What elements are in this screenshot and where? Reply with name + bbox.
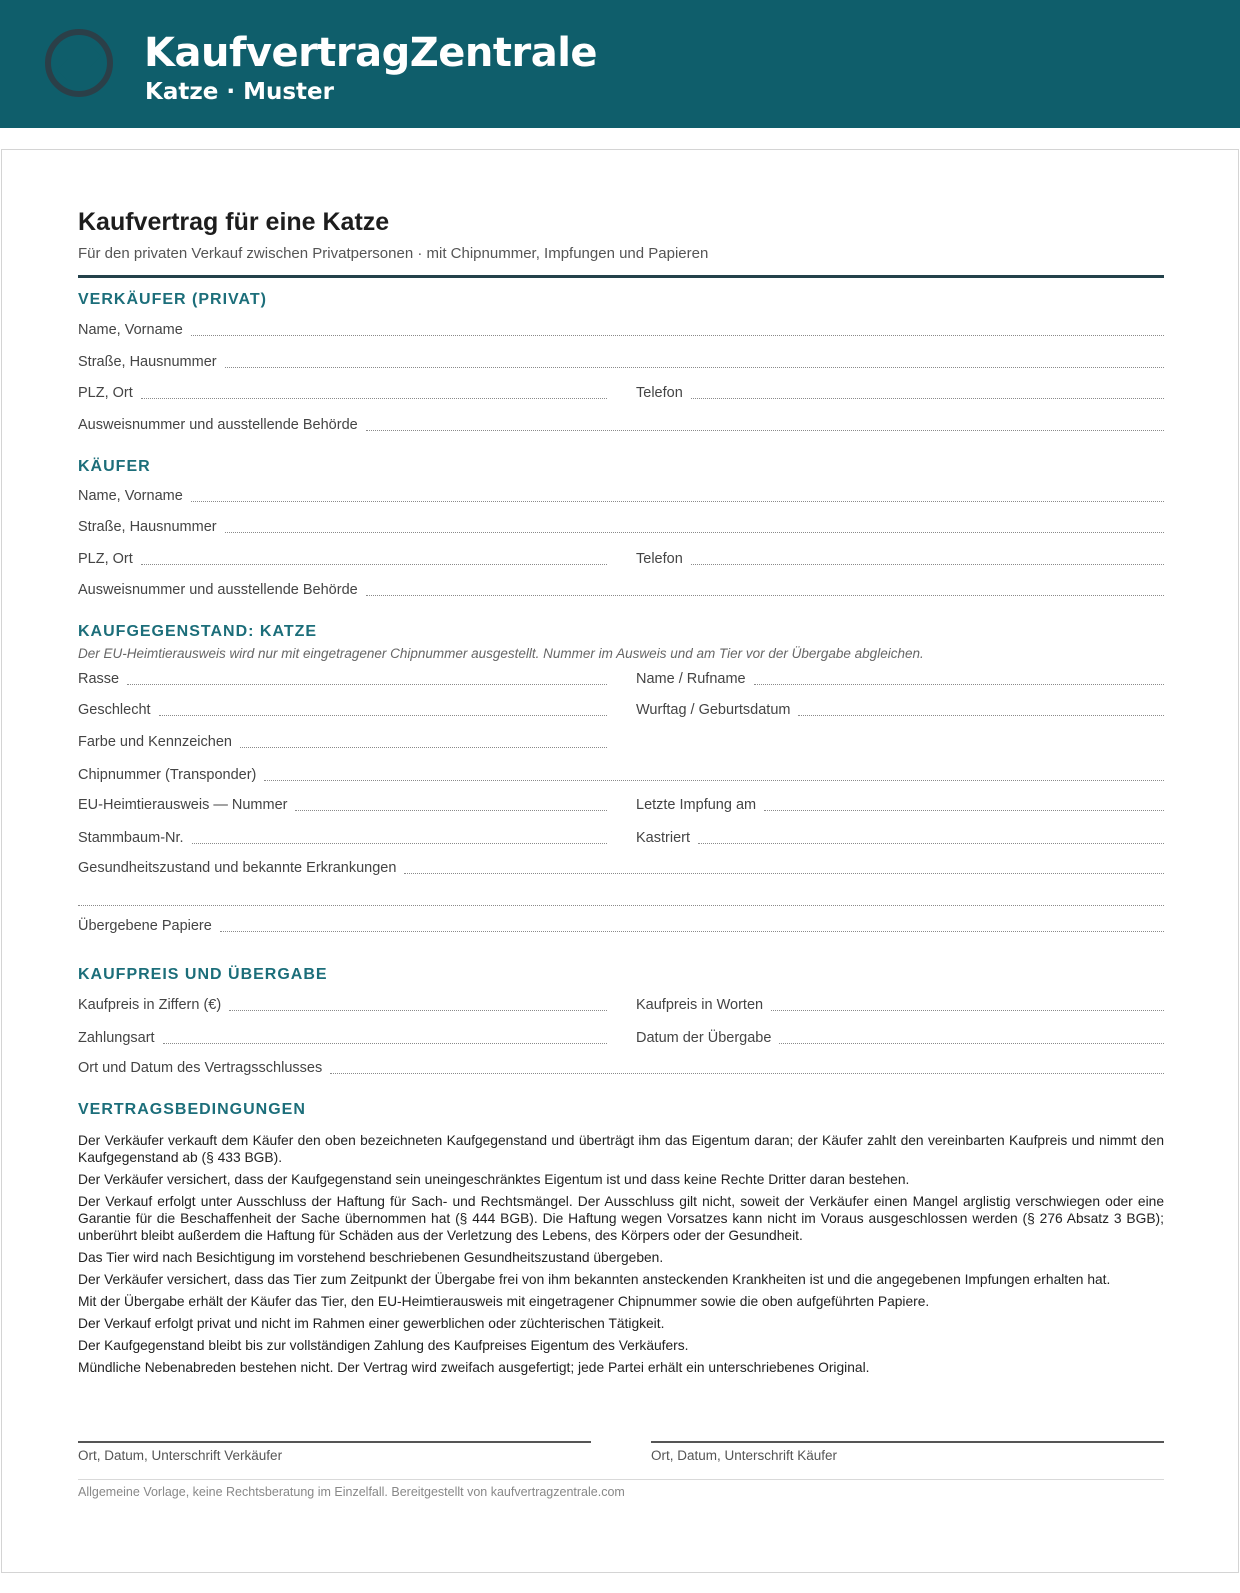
vaccination-field[interactable]	[636, 794, 1164, 814]
terms-list	[78, 1132, 1164, 1381]
field-label: Letzte Impfung am	[636, 797, 757, 813]
field-label: Kaufpreis in Worten	[636, 997, 764, 1013]
breed-field[interactable]	[78, 668, 607, 688]
field-label: Stammbaum-Nr.	[78, 830, 184, 846]
buyer-name-field[interactable]	[78, 485, 1164, 505]
fill-line	[698, 843, 1164, 844]
fill-line	[798, 715, 1164, 716]
seller-city-field[interactable]	[78, 382, 607, 402]
field-label: Zahlungsart	[78, 1030, 155, 1046]
price-digits-field[interactable]	[78, 994, 607, 1014]
fill-line	[229, 1010, 607, 1011]
chip-field[interactable]	[78, 764, 1164, 784]
fill-line	[691, 398, 1164, 399]
field-label: Ort und Datum des Vertragsschlusses	[78, 1060, 323, 1076]
field-label: Telefon	[636, 385, 683, 401]
field-label: Name, Vorname	[78, 488, 183, 504]
term-paragraph: Der Verkäufer versichert, dass der Kaufgegenstand sein uneingeschränktes Eigentum ist und dass keine Rechte Dritter daran bestehen.	[78, 1172, 910, 1187]
field-label: Kastriert	[636, 830, 690, 846]
buyer-signature-line[interactable]	[651, 1441, 1164, 1443]
field-label: Farbe und Kennzeichen	[78, 734, 232, 750]
price-words-field[interactable]	[636, 994, 1164, 1014]
section-heading-price: KAUFPREIS UND ÜBERGABE	[78, 966, 328, 983]
exchange-arrows-icon	[44, 28, 114, 98]
seller-street-field[interactable]	[78, 351, 1164, 371]
seller-phone-field[interactable]	[636, 382, 1164, 402]
buyer-street-field[interactable]	[78, 516, 1164, 536]
fill-line	[163, 1043, 607, 1044]
callname-field[interactable]	[636, 668, 1164, 688]
field-label: Rasse	[78, 671, 120, 687]
field-label: EU-Heimtierausweis — Nummer	[78, 797, 288, 813]
chip-note: Der EU-Heimtierausweis wird nur mit eingetragener Chipnummer ausgestellt. Nummer im Ausweis und am Tier vor der Übergabe abgleichen.	[78, 646, 924, 661]
field-label: Datum der Übergabe	[636, 1030, 772, 1046]
fill-line	[404, 873, 1164, 874]
buyer-city-field[interactable]	[78, 548, 607, 568]
fill-line	[191, 501, 1164, 502]
buyer-id-field[interactable]	[78, 579, 1164, 599]
fill-line	[754, 684, 1164, 685]
section-heading-item: KAUFGEGENSTAND: KATZE	[78, 623, 318, 640]
neutered-field[interactable]	[636, 827, 1164, 847]
footer-divider	[78, 1479, 1164, 1480]
fill-line	[220, 931, 1164, 932]
buyer-signature-label: Ort, Datum, Unterschrift Käufer	[651, 1448, 838, 1463]
fill-line	[141, 564, 607, 565]
birth-field[interactable]	[636, 699, 1164, 719]
fill-line	[691, 564, 1164, 565]
document-title: Kaufvertrag für eine Katze	[78, 208, 390, 236]
color-field[interactable]	[78, 731, 607, 751]
fill-line	[366, 595, 1164, 596]
seller-id-field[interactable]	[78, 414, 1164, 434]
fill-line	[366, 430, 1164, 431]
fill-line	[192, 843, 607, 844]
fill-line	[240, 747, 607, 748]
field-label: Chipnummer (Transponder)	[78, 767, 257, 783]
fill-line	[225, 367, 1164, 368]
seller-name-field[interactable]	[78, 319, 1164, 339]
field-label: Ausweisnummer und ausstellende Behörde	[78, 417, 358, 433]
handover-date-field[interactable]	[636, 1027, 1164, 1047]
fill-line	[264, 780, 1164, 781]
field-label: Gesundheitszustand und bekannte Erkrankungen	[78, 860, 397, 876]
field-label: Kaufpreis in Ziffern (€)	[78, 997, 222, 1013]
field-label: Straße, Hausnummer	[78, 354, 217, 370]
buyer-phone-field[interactable]	[636, 548, 1164, 568]
fill-line	[764, 810, 1164, 811]
term-paragraph: Der Verkäufer versichert, dass das Tier zum Zeitpunkt der Übergabe frei von ihm bekannten ansteckenden Krankheiten ist und die angegebenen Impfungen erhalten hat.	[78, 1272, 1111, 1287]
papers-field[interactable]	[78, 915, 1164, 935]
fill-line	[141, 398, 607, 399]
fill-line	[127, 684, 607, 685]
contract-place-field[interactable]	[78, 1057, 1164, 1077]
term-paragraph: Mündliche Nebenabreden bestehen nicht. Der Vertrag wird zweifach ausgefertigt; jede Partei erhält ein unterschriebenes Original.	[78, 1360, 870, 1375]
sex-field[interactable]	[78, 699, 607, 719]
section-heading-seller: VERKÄUFER (PRIVAT)	[78, 291, 267, 308]
field-label: Telefon	[636, 551, 683, 567]
fill-line	[225, 532, 1164, 533]
field-label: Name, Vorname	[78, 322, 183, 338]
field-label: Straße, Hausnummer	[78, 519, 217, 535]
term-paragraph: Der Verkauf erfolgt unter Ausschluss der Haftung für Sach- und Rechtsmängel. Der Ausschluss gilt nicht, soweit der Verkäufer einen Mangel arglistig verschwiegen oder eine Garantie für die Beschaffenheit der Sache übernommen hat (§ 444 BGB). Die Haftung wegen Vorsatzes kann nicht im Voraus ausgeschlossen werden (§ 276 Absatz 3 BGB); unberührt bleibt außerdem die Haftung für Schäden aus der Verletzung des Lebens, des Körpers oder der Gesundheit.	[78, 1194, 1164, 1243]
passport-field[interactable]	[78, 794, 607, 814]
term-paragraph: Der Verkauf erfolgt privat und nicht im Rahmen einer gewerblichen oder züchterischen Tätigkeit.	[78, 1316, 665, 1331]
fill-line	[159, 715, 607, 716]
payment-field[interactable]	[78, 1027, 607, 1047]
fill-line	[771, 1010, 1164, 1011]
section-heading-terms: VERTRAGSBEDINGUNGEN	[78, 1101, 306, 1118]
field-label: Wurftag / Geburtsdatum	[636, 702, 791, 718]
fill-line	[779, 1043, 1164, 1044]
field-label: Geschlecht	[78, 702, 151, 718]
term-paragraph: Der Verkäufer verkauft dem Käufer den oben bezeichneten Kaufgegenstand und überträgt ihm das Eigentum daran; der Käufer zahlt den vereinbarten Kaufpreis und nimmt den Kaufgegenstand ab (§ 433 BGB).	[78, 1133, 1164, 1165]
health-field[interactable]	[78, 857, 1164, 877]
field-label: PLZ, Ort	[78, 551, 133, 567]
health-extra-line[interactable]	[78, 905, 1164, 906]
fill-line	[295, 810, 607, 811]
pedigree-field[interactable]	[78, 827, 607, 847]
fill-line	[191, 335, 1164, 336]
brand-subtitle: Katze · Muster	[145, 79, 334, 105]
term-paragraph: Das Tier wird nach Besichtigung im vorstehend beschriebenen Gesundheitszustand übergeben.	[78, 1250, 664, 1265]
seller-signature-label: Ort, Datum, Unterschrift Verkäufer	[78, 1448, 283, 1463]
field-label: Ausweisnummer und ausstellende Behörde	[78, 582, 358, 598]
term-paragraph: Mit der Übergabe erhält der Käufer das Tier, den EU-Heimtierausweis mit eingetragener Chipnummer sowie die oben aufgeführten Papiere.	[78, 1294, 930, 1309]
field-label: Name / Rufname	[636, 671, 746, 687]
brand-name: KaufvertragZentrale	[144, 30, 598, 76]
footer-note: Allgemeine Vorlage, keine Rechtsberatung im Einzelfall. Bereitgestellt von kaufvertragzentrale.com	[78, 1485, 625, 1499]
field-label: Übergebene Papiere	[78, 918, 212, 934]
fill-line	[330, 1073, 1164, 1074]
section-heading-buyer: KÄUFER	[78, 458, 151, 475]
title-divider	[78, 275, 1164, 278]
seller-signature-line[interactable]	[78, 1441, 591, 1443]
field-label: PLZ, Ort	[78, 385, 133, 401]
header-banner	[0, 0, 1240, 128]
document-subtitle: Für den privaten Verkauf zwischen Privatpersonen · mit Chipnummer, Impfungen und Papieren	[78, 245, 709, 262]
term-paragraph: Der Kaufgegenstand bleibt bis zur vollständigen Zahlung des Kaufpreises Eigentum des Verkäufers.	[78, 1338, 689, 1353]
